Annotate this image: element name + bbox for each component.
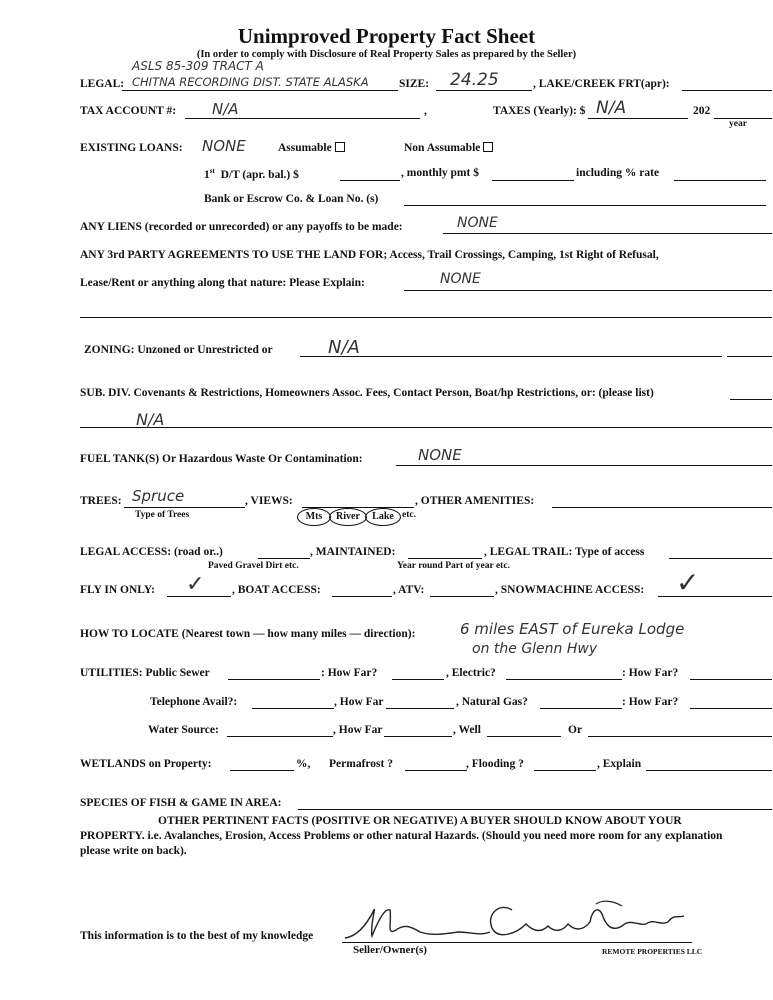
fly-in-check-icon: ✓ [186, 572, 205, 597]
size-line [436, 90, 532, 91]
wetlands-label: WETLANDS on Property: [80, 758, 212, 770]
lake-creek-label: , LAKE/CREEK FRT(apr): [533, 78, 670, 90]
maintained-sub: Year round Part of year etc. [397, 561, 510, 571]
non-assumable-option [404, 142, 493, 154]
sewer-how-far: : How Far? [321, 667, 378, 679]
zoning-value: N/A [328, 337, 360, 358]
monthly-line [492, 180, 574, 181]
river-option: River [329, 508, 367, 526]
legal-hw-line2: CHITNA RECORDING DIST. STATE ALASKA [132, 75, 369, 89]
views-etc: etc. [402, 510, 416, 520]
locate-value-line2: on the Glenn Hwy [472, 641, 598, 657]
or-line [588, 736, 772, 737]
size-value: 24.25 [450, 70, 499, 90]
tax-comma: , [424, 105, 427, 117]
water-line [227, 736, 333, 737]
legal-label: LEGAL: [80, 78, 125, 90]
page-title: Unimproved Property Fact Sheet [237, 24, 536, 48]
electric-line [506, 679, 622, 680]
explain-label: , Explain [597, 758, 642, 770]
loans-value: NONE [202, 137, 246, 155]
legal-trail-line [669, 558, 772, 559]
wetlands-pct: %, [296, 758, 311, 770]
assumable-option [278, 142, 345, 154]
subdiv-label: SUB. DIV. Covenants & Restrictions, Homeowners Assoc. Fees, Contact Person, Boat/hp Restrictions, or: (please list) [80, 387, 654, 399]
well-line [487, 736, 561, 737]
maintained-label: , MAINTAINED: [310, 546, 396, 558]
zoning-label: ZONING: Unzoned or Unrestricted or [84, 344, 273, 356]
fuel-label: FUEL TANK(S) Or Hazardous Waste Or Contamination: [80, 453, 363, 465]
boat-access-label: , BOAT ACCESS: [232, 584, 321, 596]
sewer-label: UTILITIES: Public Sewer [80, 667, 210, 679]
telephone-label: Telephone Avail?: [150, 696, 238, 708]
fuel-line [396, 465, 772, 466]
trees-line [124, 507, 245, 508]
locate-value-line1: 6 miles EAST of Eureka Lodge [460, 620, 685, 638]
bank-line [404, 205, 766, 206]
assumable-checkbox [335, 142, 345, 152]
explain-line [646, 770, 772, 771]
legal-access-line [258, 558, 310, 559]
year-prefix: 202 [693, 105, 711, 117]
water-label: Water Source: [148, 724, 219, 736]
liens-label: ANY LIENS (recorded or unrecorded) or any payoffs to be made: [80, 221, 403, 233]
species-line [298, 809, 772, 810]
third-party-line2: Lease/Rent or anything along that nature: Please Explain: [80, 277, 365, 289]
signature-statement: This information is to the best of my knowledge [80, 930, 314, 942]
atv-label: , ATV: [393, 584, 425, 596]
lake-creek-line [682, 90, 772, 91]
gas-label: , Natural Gas? [456, 696, 528, 708]
snowmachine-check-icon: ✓ [676, 566, 700, 599]
including-label: including % rate [576, 167, 660, 179]
taxes-value: N/A [596, 98, 627, 118]
gas-how-far-line [690, 708, 772, 709]
mts-option: Mts [297, 508, 331, 526]
assumable-label: Assumable [278, 142, 332, 154]
well-label: , Well [453, 724, 481, 736]
taxes-line [588, 118, 688, 119]
seller-owner-label: Seller/Owner(s) [353, 944, 427, 956]
permafrost-label: Permafrost ? [329, 758, 393, 770]
flooding-label: , Flooding ? [466, 758, 524, 770]
boat-access-line [332, 596, 392, 597]
telephone-how-far: , How Far [334, 696, 384, 708]
handwritten-signature [340, 896, 690, 946]
legal-access-label: LEGAL ACCESS: (road or..) [80, 546, 223, 558]
third-party-extra-line [80, 317, 772, 318]
including-line [674, 180, 766, 181]
snowmachine-label: , SNOWMACHINE ACCESS: [495, 584, 645, 596]
lake-option: Lake [365, 508, 401, 526]
legal-access-sub: Paved Gravel Dirt etc. [208, 561, 299, 571]
fuel-value: NONE [418, 446, 462, 464]
bank-label: Bank or Escrow Co. & Loan No. (s) [204, 193, 379, 205]
electric-how-far-line [690, 679, 772, 680]
non-assumable-label: Non Assumable [404, 142, 481, 154]
third-party-value: NONE [440, 271, 481, 287]
locate-label: HOW TO LOCATE (Nearest town — how many miles — direction): [80, 628, 416, 640]
dt-label-text: D/T (apr. bal.) $ [220, 168, 299, 181]
flooding-line [534, 770, 596, 771]
maintained-line [408, 558, 482, 559]
other-facts-paragraph: OTHER PERTINENT FACTS (POSITIVE OR NEGATIVE) A BUYER SHOULD KNOW ABOUT YOUR PROPERTY. i.e. Avalanches, Erosion, Access Problems or other natural Hazards. (Should you need more room for any explanation please write on back). [80, 815, 723, 857]
monthly-label: , monthly pmt $ [401, 167, 479, 179]
water-how-far-line [384, 736, 452, 737]
water-how-far: , How Far [333, 724, 383, 736]
liens-line [443, 233, 772, 234]
non-assumable-checkbox [483, 142, 493, 152]
year-label: year [729, 119, 747, 129]
tax-account-label: TAX ACCOUNT #: [80, 105, 177, 117]
subdiv-value: N/A [136, 410, 165, 429]
electric-how-far: : How Far? [622, 667, 679, 679]
zoning-line [300, 356, 722, 357]
legal-trail-label: , LEGAL TRAIL: Type of access [484, 546, 645, 558]
electric-label: , Electric? [446, 667, 496, 679]
subdiv-line-end [730, 399, 772, 400]
taxes-label: TAXES (Yearly): $ [493, 105, 586, 117]
dt-label-sup: st [209, 167, 215, 175]
tax-account-value: N/A [212, 100, 239, 118]
permafrost-line [405, 770, 467, 771]
subdiv-line [80, 427, 772, 428]
third-party-line1: ANY 3rd PARTY AGREEMENTS TO USE THE LAND FOR; Access, Trail Crossings, Camping, 1st Right of Refusal, [80, 249, 659, 261]
loans-label: EXISTING LOANS: [80, 142, 183, 154]
sewer-line [228, 679, 320, 680]
third-party-line [404, 290, 772, 291]
legal-hw-line1: ASLS 85-309 TRACT A [132, 59, 264, 73]
sewer-how-far-line [392, 679, 444, 680]
legal-line [122, 90, 398, 91]
or-label: Or [568, 724, 583, 736]
zoning-line-2 [727, 356, 772, 357]
dt-label-pre: 1 [204, 168, 210, 181]
telephone-line [252, 708, 334, 709]
page-subtitle: (In order to comply with Disclosure of Real Property Sales as prepared by the Seller) [196, 49, 577, 60]
amenities-label: , OTHER AMENITIES: [415, 495, 535, 507]
size-label: SIZE: [399, 78, 430, 90]
trees-value: Spruce [132, 487, 185, 505]
gas-line [540, 708, 622, 709]
views-label: , VIEWS: [245, 495, 293, 507]
fly-in-label: FLY IN ONLY: [80, 584, 155, 596]
species-label: SPECIES OF FISH & GAME IN AREA: [80, 797, 282, 809]
telephone-how-far-line [386, 708, 454, 709]
liens-value: NONE [457, 215, 498, 231]
tax-account-line [185, 118, 420, 119]
wetlands-line [230, 770, 294, 771]
company-name: REMOTE PROPERTIES LLC [602, 947, 703, 956]
amenities-line [552, 507, 772, 508]
dt-line [340, 180, 400, 181]
atv-line [430, 596, 494, 597]
gas-how-far: : How Far? [622, 696, 679, 708]
trees-label: TREES: [80, 495, 122, 507]
type-of-trees-label: Type of Trees [135, 510, 190, 520]
dt-label [204, 167, 299, 181]
